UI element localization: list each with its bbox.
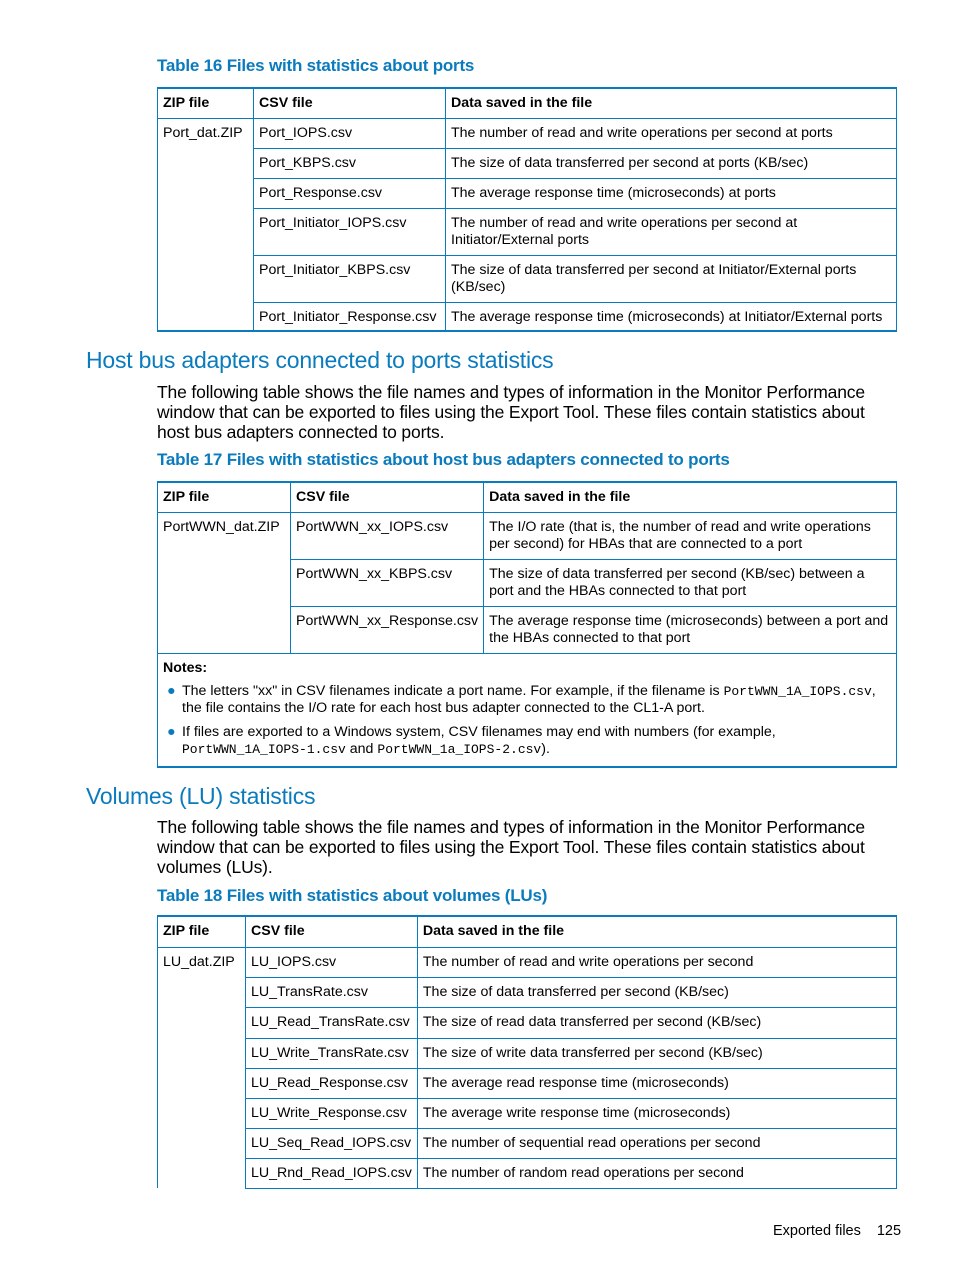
table-row bbox=[158, 208, 897, 255]
note-text: ). bbox=[541, 740, 550, 757]
data-cell: The number of random read operations per second bbox=[417, 1158, 896, 1188]
csv-cell: LU_IOPS.csv bbox=[246, 947, 418, 977]
note-text: If files are exported to a Windows system, CSV filenames may end with numbers (for example, bbox=[182, 723, 776, 740]
csv-cell: Port_Initiator_IOPS.csv bbox=[254, 208, 446, 255]
table-row bbox=[158, 118, 897, 148]
csv-cell: PortWWN_xx_Response.csv bbox=[291, 606, 484, 653]
bullet-icon: ● bbox=[167, 723, 176, 740]
data-cell: The size of read data transferred per second (KB/sec) bbox=[417, 1007, 896, 1038]
zip-cell: LU_dat.ZIP bbox=[158, 947, 246, 1188]
data-cell: The number of read and write operations per second at ports bbox=[446, 118, 897, 148]
column-header-data: Data saved in the file bbox=[446, 88, 897, 118]
table-row bbox=[158, 977, 897, 1007]
page-number: 125 bbox=[876, 1223, 902, 1239]
table-row bbox=[158, 947, 897, 977]
zip-cell: Port_dat.ZIP bbox=[158, 118, 254, 331]
column-header-csv: CSV file bbox=[254, 88, 446, 118]
section-paragraph-lu: The following table shows the file names and types of information in the Monitor Performance window that can be exported to files using the Export Tool. These files contain statistics about volumes (LUs). bbox=[157, 817, 865, 877]
section-paragraph-hba: The following table shows the file names and types of information in the Monitor Performance window that can be exported to files using the Export Tool. These files contain statistics about host bus adapters connected to ports. bbox=[157, 382, 865, 442]
csv-cell: Port_KBPS.csv bbox=[254, 148, 446, 178]
zip-cell: PortWWN_dat.ZIP bbox=[158, 512, 291, 653]
note-item bbox=[167, 682, 891, 717]
csv-cell: LU_Write_Response.csv bbox=[246, 1098, 418, 1128]
column-header-csv: CSV file bbox=[291, 482, 484, 512]
bullet-icon: ● bbox=[167, 682, 176, 699]
csv-cell: PortWWN_xx_IOPS.csv bbox=[291, 512, 484, 559]
note-text: and bbox=[345, 740, 378, 757]
note-code: PortWWN_1A_IOPS-1.csv bbox=[182, 741, 346, 757]
notes-list bbox=[163, 683, 891, 758]
footer bbox=[773, 1223, 901, 1239]
table-row bbox=[158, 178, 897, 208]
data-cell: The size of data transferred per second (KB/sec) bbox=[417, 977, 896, 1007]
note-item bbox=[167, 723, 891, 758]
table-16 bbox=[157, 87, 897, 332]
csv-cell: LU_Seq_Read_IOPS.csv bbox=[246, 1128, 418, 1158]
data-cell: The average response time (microseconds) between a port and the HBAs connected to that port bbox=[484, 606, 897, 653]
data-cell: The average read response time (microseconds) bbox=[417, 1068, 896, 1098]
data-cell: The size of data transferred per second at ports (KB/sec) bbox=[446, 148, 897, 178]
data-cell: The average response time (microseconds) at ports bbox=[446, 178, 897, 208]
note-text: The letters "xx" in CSV filenames indicate a port name. For example, if the filename is bbox=[182, 682, 724, 699]
column-header-data: Data saved in the file bbox=[417, 916, 896, 947]
csv-cell: Port_Initiator_KBPS.csv bbox=[254, 255, 446, 302]
data-cell: The average response time (microseconds) at Initiator/External ports bbox=[446, 302, 897, 331]
csv-cell: Port_Initiator_Response.csv bbox=[254, 302, 446, 331]
column-header-zip: ZIP file bbox=[158, 916, 246, 947]
table-16-caption: Table 16 Files with statistics about ports bbox=[157, 56, 475, 75]
data-cell: The size of data transferred per second at Initiator/External ports (KB/sec) bbox=[446, 255, 897, 302]
table-row bbox=[158, 1068, 897, 1098]
column-header-csv: CSV file bbox=[246, 916, 418, 947]
note-code: PortWWN_1a_IOPS-2.csv bbox=[377, 741, 542, 757]
data-cell: The number of sequential read operations per second bbox=[417, 1128, 896, 1158]
data-cell: The number of read and write operations per second bbox=[417, 947, 896, 977]
column-header-zip: ZIP file bbox=[158, 482, 291, 512]
column-header-data: Data saved in the file bbox=[484, 482, 897, 512]
notes-label: Notes: bbox=[163, 659, 208, 676]
note-code: PortWWN_1A_IOPS.csv bbox=[723, 683, 872, 699]
footer-section: Exported files bbox=[773, 1223, 861, 1239]
notes-row bbox=[158, 653, 897, 767]
table-18 bbox=[157, 915, 897, 1189]
section-heading-hba: Host bus adapters connected to ports statistics bbox=[86, 347, 554, 373]
note-text: , the file contains the I/O rate for each host bus adapter connected to the CL1-A port. bbox=[182, 682, 876, 716]
column-header-zip: ZIP file bbox=[158, 88, 254, 118]
table-row bbox=[158, 1128, 897, 1158]
table-row bbox=[158, 1038, 897, 1068]
table-row bbox=[158, 302, 897, 331]
csv-cell: PortWWN_xx_KBPS.csv bbox=[291, 559, 484, 606]
data-cell: The I/O rate (that is, the number of read and write operations per second) for HBAs that are connected to a port bbox=[484, 512, 897, 559]
csv-cell: LU_Rnd_Read_IOPS.csv bbox=[246, 1158, 418, 1188]
table-row bbox=[158, 1158, 897, 1188]
table-row bbox=[158, 148, 897, 178]
table-row bbox=[158, 1098, 897, 1128]
csv-cell: LU_Read_Response.csv bbox=[246, 1068, 418, 1098]
csv-cell: Port_Response.csv bbox=[254, 178, 446, 208]
data-cell: The number of read and write operations per second at Initiator/External ports bbox=[446, 208, 897, 255]
section-heading-lu: Volumes (LU) statistics bbox=[86, 783, 316, 809]
data-cell: The size of data transferred per second (KB/sec) between a port and the HBAs connected to that port bbox=[484, 559, 897, 606]
data-cell: The size of write data transferred per second (KB/sec) bbox=[417, 1038, 896, 1068]
table-18-caption: Table 18 Files with statistics about volumes (LUs) bbox=[157, 886, 548, 905]
csv-cell: LU_Read_TransRate.csv bbox=[246, 1007, 418, 1038]
csv-cell: LU_Write_TransRate.csv bbox=[246, 1038, 418, 1068]
data-cell: The average write response time (microseconds) bbox=[417, 1098, 896, 1128]
notes-cell bbox=[158, 653, 897, 767]
csv-cell: Port_IOPS.csv bbox=[254, 118, 446, 148]
table-row bbox=[158, 255, 897, 302]
table-17 bbox=[157, 481, 897, 768]
table-17-caption: Table 17 Files with statistics about host bus adapters connected to ports bbox=[157, 450, 730, 469]
table-row bbox=[158, 512, 897, 559]
csv-cell: LU_TransRate.csv bbox=[246, 977, 418, 1007]
table-row bbox=[158, 1007, 897, 1038]
